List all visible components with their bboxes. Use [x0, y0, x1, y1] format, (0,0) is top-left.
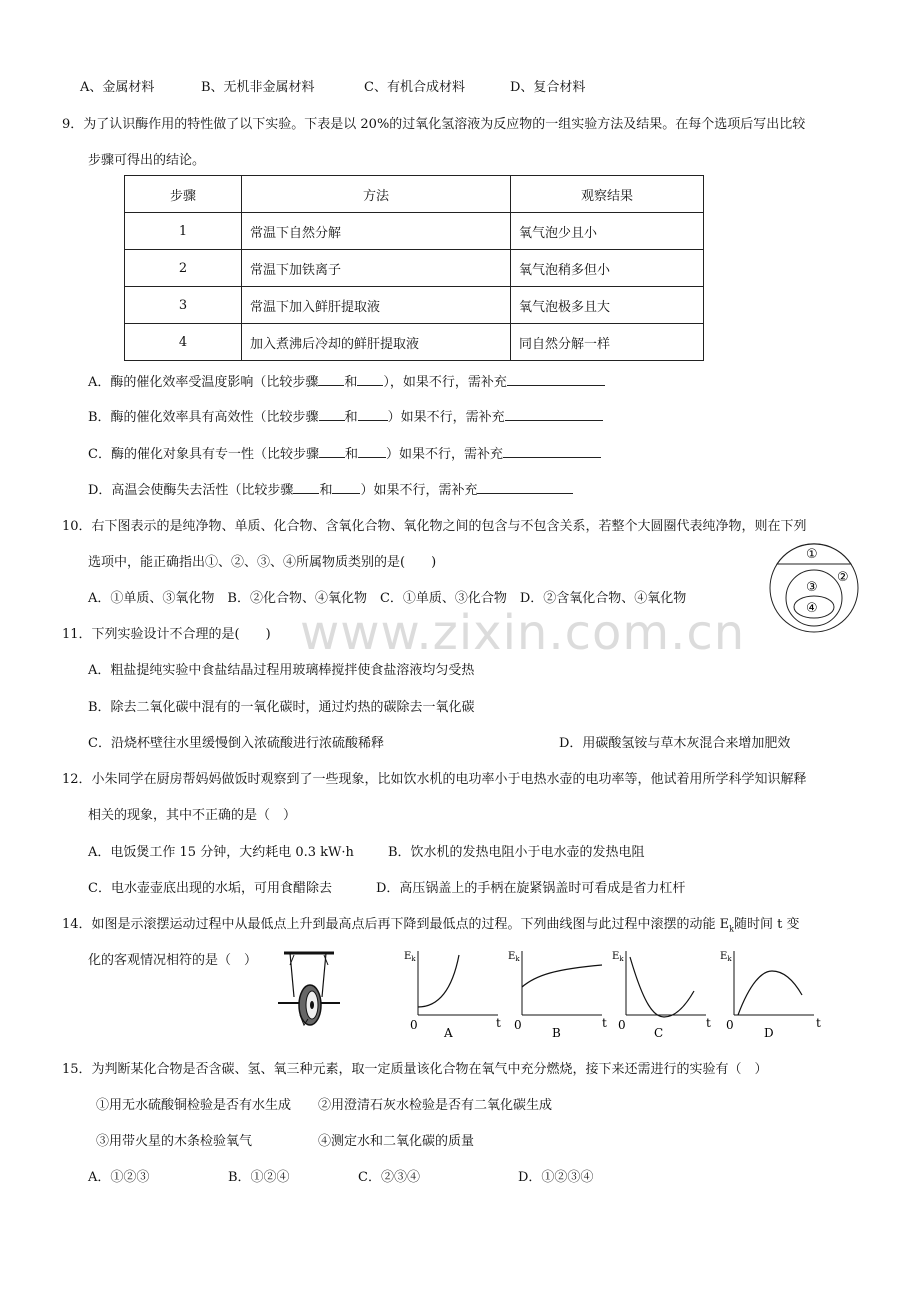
answer-blank[interactable]: [318, 373, 344, 386]
origin-label: 0: [726, 1018, 734, 1032]
q15-item-3: ③用带火星的木条检验氧气: [96, 1134, 253, 1149]
graph-letter: C: [654, 1026, 664, 1037]
q15-option-c[interactable]: C．②③④: [358, 1170, 420, 1185]
q14-stem-line1: [62, 913, 800, 934]
q10-venn-diagram: [768, 540, 860, 636]
axis-label-t: t: [706, 1016, 711, 1030]
q12-stem-line2: 相关的现象，其中不正确的是（ ）: [88, 808, 297, 823]
table-cell: 氧气泡稍多但小: [511, 250, 704, 287]
table-cell: 氧气泡极多且大: [511, 287, 704, 324]
option-text: 和: [319, 483, 333, 498]
graph-letter: B: [552, 1026, 561, 1037]
q8-option-d[interactable]: D、复合材料: [510, 80, 586, 95]
q15-option-b[interactable]: B．①②④: [228, 1170, 290, 1185]
label-3: ③: [806, 580, 818, 595]
table-cell: 常温下自然分解: [242, 213, 511, 250]
stem-text: 14．如图是示滚摆运动过程中从最低点上升到最高点后再下降到最低点的过程。下列曲线图与此过程中滚摆的动能 E: [62, 917, 730, 932]
answer-blank[interactable]: [357, 373, 383, 386]
origin-label: 0: [410, 1018, 418, 1032]
origin-label: 0: [514, 1018, 522, 1032]
option-text: ）如果不行，需补充: [387, 410, 505, 425]
option-text: D．高温会使酶失去活性（比较步骤: [88, 483, 294, 498]
graph-c-curve: [630, 957, 694, 1017]
graph-b-curve: [522, 965, 602, 987]
answer-blank[interactable]: [507, 373, 605, 386]
graph-d[interactable]: [718, 945, 830, 1037]
graph-a-curve: [418, 955, 459, 1007]
label-1: ①: [806, 547, 818, 562]
axis-label-ek: $E_k$: [720, 951, 732, 963]
q12-option-b[interactable]: B．饮水机的发热电阻小于电水壶的发热电阻: [388, 845, 645, 860]
q8-option-b[interactable]: B、无机非金属材料: [201, 80, 315, 95]
table-cell: 常温下加入鲜肝提取液: [242, 287, 511, 324]
q15-item-1: ①用无水硫酸铜检验是否有水生成: [96, 1098, 292, 1113]
graph-b[interactable]: [506, 945, 618, 1037]
table-header-row: [125, 176, 704, 213]
q9-stem-line1: 9．为了认识酶作用的特性做了以下实验。下表是以 20%的过氧化氢溶液为反应物的一组实验方法及结果。在每个选项后写出比较: [62, 117, 806, 132]
q9-stem-line2: 步骤可得出的结论。: [88, 153, 206, 168]
option-text: B．酶的催化效率具有高效性（比较步骤: [88, 410, 319, 425]
table-cell: 氧气泡少且小: [511, 213, 704, 250]
option-text: 和: [344, 447, 358, 462]
option-text: 和: [344, 410, 358, 425]
graph-d-curve: [738, 971, 802, 1015]
q12-stem-line1: 12．小朱同学在厨房帮妈妈做饭时观察到了一些现象，比如饮水机的电功率小于电热水壶的电功率等，他试着用所学科学知识解释: [62, 772, 807, 787]
option-text: ）如果不行，需补充: [385, 447, 503, 462]
table-header-cell: 步骤: [125, 176, 242, 213]
q8-option-c[interactable]: C、有机合成材料: [364, 80, 465, 95]
graph-letter: A: [444, 1026, 453, 1037]
q11-option-a[interactable]: A．粗盐提纯实验中食盐结晶过程用玻璃棒搅拌使食盐溶液均匀受热: [88, 663, 475, 678]
q9-option-a: [88, 371, 605, 390]
q11-option-c[interactable]: C．沿烧杯壁往水里缓慢倒入浓硫酸进行浓硫酸稀释: [88, 736, 384, 751]
axis-label-ek: $E_k$: [508, 951, 520, 963]
q15-stem: 15．为判断某化合物是否含碳、氢、氧三种元素，取一定质量该化合物在氧气中充分燃烧，接下来还需进行的实验有（ ）: [62, 1062, 768, 1077]
q15-item-2: ②用澄清石灰水检验是否有二氧化碳生成: [318, 1098, 553, 1113]
table-row: [125, 287, 704, 324]
answer-blank[interactable]: [319, 445, 345, 458]
table-row: [125, 324, 704, 361]
option-text: ）如果不行，需补充: [360, 483, 478, 498]
q10-stem-line1: 10．右下图表示的是纯净物、单质、化合物、含氧化合物、氧化物之间的包含与不包含关系，若整个大圆圈代表纯净物，则在下列: [62, 519, 807, 534]
q10-options[interactable]: A．①单质、③氧化物 B．②化合物、④氧化物 C．①单质、③化合物 D．②含氧化合物、④氧化物: [88, 591, 687, 606]
stem-text: 随时间 t 变: [734, 917, 800, 932]
q8-option-a[interactable]: A、金属材料: [80, 80, 155, 95]
answer-blank[interactable]: [332, 481, 360, 494]
stem-subscript: k: [729, 924, 735, 934]
table-cell: 常温下加铁离子: [242, 250, 511, 287]
q11-option-b[interactable]: B．除去二氧化碳中混有的一氧化碳时，通过灼热的碳除去一氧化碳: [88, 700, 475, 715]
q9-option-d: [88, 479, 573, 498]
axis-label-t: t: [496, 1016, 501, 1030]
maxwell-pendulum-figure: [274, 947, 344, 1037]
axis-label-ek: $E_k$: [612, 951, 624, 963]
answer-blank[interactable]: [319, 408, 345, 421]
table-cell: 2: [125, 250, 242, 287]
answer-blank[interactable]: [358, 408, 388, 421]
q15-option-d[interactable]: D．①②③④: [518, 1170, 594, 1185]
label-2: ②: [837, 570, 849, 585]
answer-blank[interactable]: [477, 481, 573, 494]
q12-option-d[interactable]: D．高压锅盖上的手柄在旋紧锅盖时可看成是省力杠杆: [376, 881, 686, 896]
table-header-cell: 观察结果: [511, 176, 704, 213]
axis-label-ek: $E_k$: [404, 951, 416, 963]
answer-blank[interactable]: [505, 408, 603, 421]
origin-label: 0: [618, 1018, 626, 1032]
q12-option-a[interactable]: A．电饭煲工作 15 分钟，大约耗电 0.3 kW·h: [88, 845, 354, 860]
graph-letter: D: [764, 1026, 774, 1037]
q9-table: [124, 175, 704, 361]
watermark-text: www.zixin.com.cn: [300, 605, 746, 661]
answer-blank[interactable]: [503, 445, 601, 458]
option-text: C．酶的催化对象具有专一性（比较步骤: [88, 447, 319, 462]
q11-stem: 11．下列实验设计不合理的是( ): [62, 627, 271, 642]
option-text: ），如果不行，需补充: [383, 375, 507, 390]
q15-item-4: ④测定水和二氧化碳的质量: [318, 1134, 475, 1149]
answer-blank[interactable]: [358, 445, 386, 458]
table-row: [125, 250, 704, 287]
q9-option-b: [88, 406, 603, 425]
q14-stem-line2: 化的客观情况相符的是（ ）: [88, 953, 258, 968]
table-cell: 4: [125, 324, 242, 361]
label-4: ④: [806, 601, 818, 616]
q9-option-c: [88, 443, 601, 462]
q11-option-d[interactable]: D．用碳酸氢铵与草木灰混合来增加肥效: [559, 736, 791, 751]
table-cell: 3: [125, 287, 242, 324]
option-text: A．酶的催化效率受温度影响（比较步骤: [88, 375, 319, 390]
q15-option-a[interactable]: A．①②③: [88, 1170, 150, 1185]
table-header-cell: 方法: [242, 176, 511, 213]
option-text: 和: [344, 375, 358, 390]
table-cell: 1: [125, 213, 242, 250]
table-cell: 加入煮沸后冷却的鲜肝提取液: [242, 324, 511, 361]
table-row: [125, 213, 704, 250]
graph-c[interactable]: [610, 945, 722, 1037]
axis-label-t: t: [602, 1016, 607, 1030]
axis-label-t: t: [816, 1016, 821, 1030]
answer-blank[interactable]: [293, 481, 319, 494]
q12-option-c[interactable]: C．电水壶壶底出现的水垢，可用食醋除去: [88, 881, 332, 896]
table-cell: 同自然分解一样: [511, 324, 704, 361]
graph-a[interactable]: [402, 945, 514, 1037]
q10-stem-line2: 选项中，能正确指出①、②、③、④所属物质类别的是( ): [88, 555, 437, 570]
